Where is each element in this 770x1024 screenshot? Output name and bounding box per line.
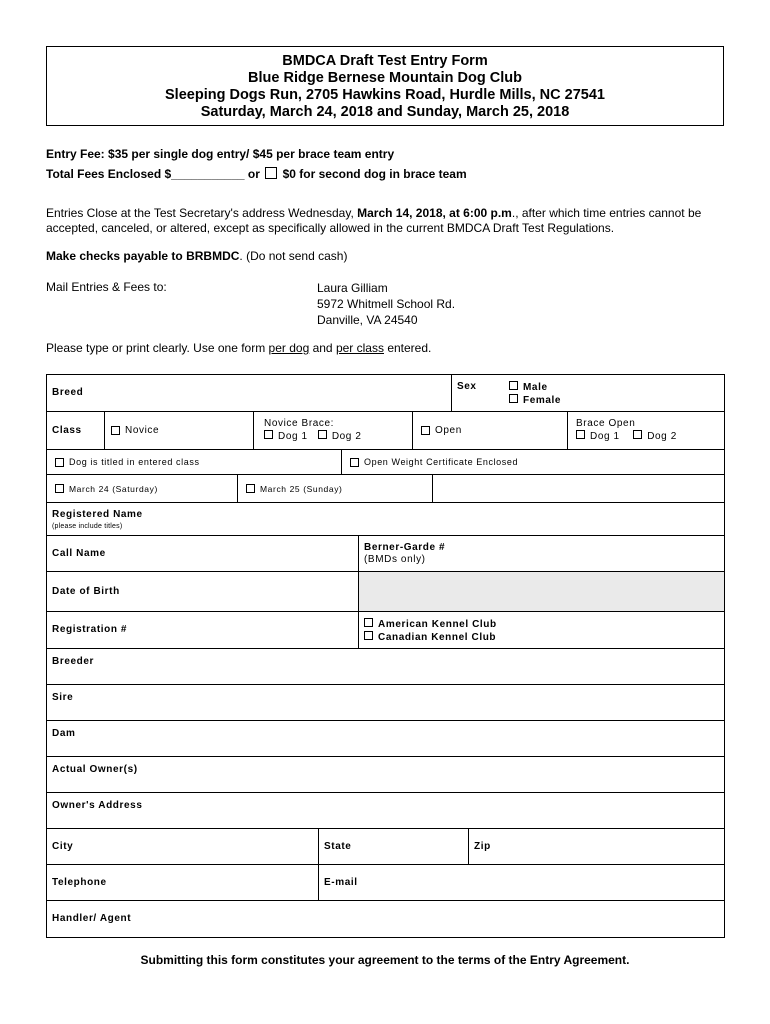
telephone-field[interactable] [46,864,319,901]
breed-field[interactable] [46,374,452,412]
dam-label: Dam [52,728,76,739]
sex-label: Sex [457,381,477,392]
agreement-footer: Submitting this form constitutes your agreement to the terms of the Entry Agreement. [140,953,630,967]
handler-label: Handler/ Agent [52,913,132,924]
titled-checkbox[interactable] [55,458,64,467]
mail-street: 5972 Whitmell School Rd. [317,297,456,311]
registration-label: Registration # [52,624,128,635]
sex-options [509,381,561,407]
class-label: Class [52,424,82,436]
owners-address-label: Owner's Address [52,800,143,811]
female-label: Female [523,395,562,406]
sire-field[interactable] [46,684,725,721]
owners-address-field[interactable] [46,792,725,829]
dob-label: Date of Birth [52,585,120,597]
breeder-label: Breeder [52,656,94,667]
march25-label: March 25 (Sunday) [260,483,343,494]
total-fees-line [46,167,467,182]
open-weight-checkbox[interactable] [350,458,359,467]
breed-label: Breed [52,387,84,398]
entry-fee-line: Entry Fee: $35 per single dog entry/ $45 per brace team entry [46,147,395,161]
city-label: City [52,840,74,852]
entries-close-text-2: ., after which time entries cannot be accepted, canceled, or altered, except as specifically allowed in the current BMDCA Draft Test Regulations. [46,206,702,235]
brace-open-dog2-checkbox[interactable] [633,430,642,439]
registration-field[interactable] [46,611,359,649]
novice-brace-dog2-checkbox[interactable] [318,430,327,439]
call-name-field[interactable] [46,535,359,572]
berner-garde-label: Berner-Garde # [364,542,446,553]
brace-open-dog1-checkbox[interactable] [576,430,585,439]
open-label: Open [435,424,462,436]
state-field[interactable] [318,828,469,865]
male-label: Male [523,382,548,393]
form-title: BMDCA Draft Test Entry Form [282,53,488,69]
march25-checkbox[interactable] [246,484,255,493]
brace-open-dog1-label: Dog 1 [590,431,620,442]
checks-payable-line [46,249,347,264]
mail-label: Mail Entries & Fees to: [46,280,167,294]
ckc-label: Canadian Kennel Club [378,632,497,643]
venue-address: Sleeping Dogs Run, 2705 Hawkins Road, Hurdle Mills, NC 27541 [165,87,605,103]
mail-city: Danville, VA 24540 [317,313,418,327]
novice-brace-dog2-label: Dog 2 [331,431,362,442]
checks-payable-to: Make checks payable to BRBMDC [46,249,240,263]
akc-label: American Kennel Club [378,619,497,630]
second-dog-label: $0 for second dog in brace team [282,167,467,181]
entries-close-deadline: March 14, 2018, at 6:00 p.m [357,206,512,220]
instruction-per-dog: per dog [268,341,310,355]
club-name: Blue Ridge Bernese Mountain Dog Club [248,70,522,86]
handler-field[interactable] [46,900,725,938]
open-checkbox[interactable] [421,426,430,435]
female-option[interactable] [509,394,561,407]
entries-close-paragraph [46,206,718,236]
brace-open-label: Brace Open [576,418,636,429]
zip-label: Zip [474,840,491,852]
sire-label: Sire [52,692,74,703]
brace-open-cell [567,411,725,450]
male-option[interactable] [509,381,561,394]
dam-field[interactable] [46,720,725,757]
date-blank-cell [432,474,725,503]
novice-brace-label: Novice Brace: [264,418,335,429]
titled-option[interactable] [46,449,342,475]
checks-note: . (Do not send cash) [239,249,348,263]
second-dog-checkbox[interactable] [265,167,277,179]
akc-checkbox[interactable] [364,618,373,627]
novice-label: Novice [125,424,160,436]
brace-open-dog2-label: Dog 2 [647,431,677,442]
actual-owners-label: Actual Owner(s) [52,764,138,775]
novice-checkbox[interactable] [111,426,120,435]
ckc-option[interactable] [364,631,719,644]
novice-option[interactable] [104,411,254,450]
march24-checkbox[interactable] [55,484,64,493]
email-label: E-mail [324,876,358,888]
class-label-cell [46,411,105,450]
registered-name-note: (please include titles) [52,523,123,530]
instruction-per-class: per class [335,341,384,355]
novice-brace-cell [253,411,413,450]
event-dates: Saturday, March 24, 2018 and Sunday, March 25, 2018 [200,104,570,120]
titled-label: Dog is titled in entered class [69,457,200,467]
zip-field[interactable] [468,828,725,865]
email-field[interactable] [318,864,725,901]
march24-option[interactable] [46,474,238,503]
registered-name-field[interactable] [46,502,725,536]
instruction-and: and [309,341,336,355]
male-checkbox[interactable] [509,381,518,390]
instruction-text: Please type or print clearly. Use one form [46,341,269,355]
female-checkbox[interactable] [509,394,518,403]
open-weight-option[interactable] [341,449,725,475]
registered-name-label: Registered Name [52,509,143,520]
march24-label: March 24 (Saturday) [69,483,158,494]
novice-brace-dog1-checkbox[interactable] [264,430,273,439]
instruction-end: entered. [383,341,432,355]
form-header [46,46,724,126]
berner-garde-note: (BMDs only) [364,554,426,565]
call-name-label: Call Name [52,547,106,559]
march25-option[interactable] [237,474,433,503]
ckc-checkbox[interactable] [364,631,373,640]
dob-shaded-cell [358,571,725,612]
actual-owners-field[interactable] [46,756,725,793]
registry-options [358,611,725,649]
open-option[interactable] [412,411,568,450]
entries-close-text: Entries Close at the Test Secretary's address Wednesday, [46,206,358,220]
berner-garde-field[interactable] [358,535,725,572]
state-label: State [324,840,352,852]
telephone-label: Telephone [52,876,107,888]
mail-name: Laura Gilliam [317,281,388,295]
open-weight-label: Open Weight Certificate Enclosed [364,457,519,467]
mail-address [317,280,455,328]
city-field[interactable] [46,828,319,865]
dob-field[interactable] [46,571,359,612]
breeder-field[interactable] [46,648,725,685]
entry-form-table [46,374,725,938]
sex-field [451,374,725,412]
akc-option[interactable] [364,618,719,631]
total-fees-label: Total Fees Enclosed $___________ or [46,167,260,181]
instruction-line [46,341,431,356]
novice-brace-dog1-label: Dog 1 [278,431,308,442]
